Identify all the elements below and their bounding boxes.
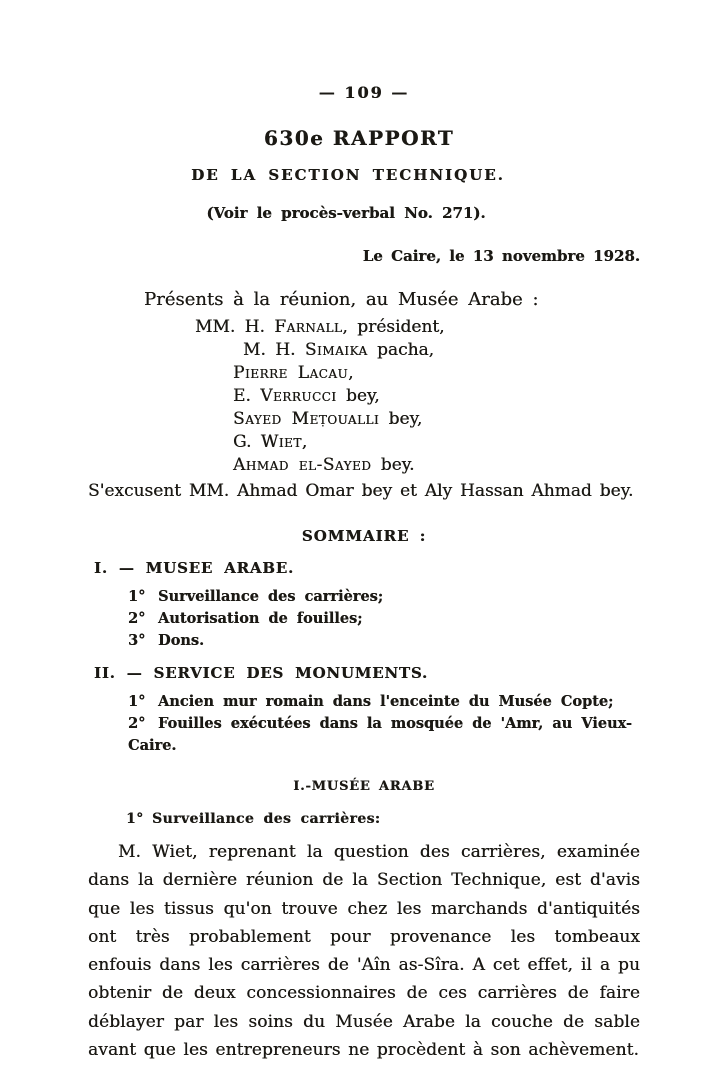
attendee-post: , président, — [342, 317, 445, 337]
attendee-row — [88, 385, 640, 408]
attendees-list — [88, 316, 640, 477]
attendance-intro: Présents à la réunion, au Musée Arabe : — [144, 289, 539, 310]
sommaire-section-2-title: II. — SERVICE DES MONUMENTS. — [94, 664, 428, 682]
attendee-name: Ahmad el-Sayed — [233, 455, 372, 475]
attendee-pre: M. H. — [243, 340, 305, 360]
toc-item-text: Fouilles exécutées dans la mosquée de 'Amr, au Vieux-Caire. — [128, 715, 632, 754]
toc-item — [88, 713, 640, 757]
attendee-name: Wiet — [260, 432, 302, 452]
report-reference: (Voir le procès-verbal No. 271). — [206, 204, 486, 222]
toc-item-text: Ancien mur romain dans l'enceinte du Musée Copte; — [158, 693, 614, 710]
sommaire-heading: SOMMAIRE : — [301, 527, 427, 545]
attendee-post: bey. — [371, 455, 415, 475]
body-paragraph: M. Wiet, reprenant la question des carrières, examinée dans la dernière réunion de la Section Technique, est d'avis que les tissus qu'on trouve chez les marchands d'antiquités ont très probablement pour provenance les tombeaux enfouis dans les carrières de 'Aîn as-Sîra. A cet effet, il a pu obtenir de deux concessionnaires de ces carrières de faire déblayer par les soins du Musée Arabe la couche de sable avant que les entrepreneurs ne procèdent à son achèvement. — [88, 842, 640, 1061]
sommaire-section-2-items — [88, 691, 640, 757]
toc-item-number: 2° — [128, 715, 146, 732]
toc-item-text: Surveillance des carrières; — [158, 588, 384, 605]
attendee-post: , — [301, 432, 308, 452]
attendee-pre: G. — [233, 432, 261, 452]
attendee-row — [88, 454, 640, 477]
toc-item — [88, 608, 640, 630]
attendee-name: Sayed Meṭoualli — [233, 409, 380, 429]
sommaire-section-1-items — [88, 586, 640, 652]
sommaire-section-1-title: I. — MUSEE ARABE. — [94, 559, 294, 577]
attendee-row — [88, 316, 640, 339]
toc-item — [88, 691, 640, 713]
page-number: — 109 — — [318, 83, 410, 102]
attendee-row — [88, 431, 640, 454]
toc-item-number: 3° — [128, 632, 146, 649]
attendee-post: bey, — [379, 409, 423, 429]
attendee-post: bey, — [336, 386, 380, 406]
subsection-number: 1° — [126, 811, 144, 827]
report-dateline: Le Caire, le 13 novembre 1928. — [362, 247, 640, 265]
attendee-post: pacha, — [367, 340, 435, 360]
attendee-name: Farnall — [274, 317, 343, 337]
body-section-heading: I.-MUSÉE ARABE — [293, 779, 435, 794]
attendee-post: , — [348, 363, 354, 383]
toc-item-number: 1° — [128, 693, 146, 710]
toc-item — [88, 586, 640, 608]
toc-item-number: 2° — [128, 610, 146, 627]
report-section-subtitle: DE LA SECTION TECHNIQUE. — [191, 166, 505, 184]
attendee-pre: MM. H. — [195, 317, 275, 337]
excused-note: S'excusent MM. Ahmad Omar bey et Aly Hassan Ahmad bey. — [88, 481, 634, 501]
attendee-pre: E. — [233, 386, 261, 406]
attendee-row — [88, 339, 640, 362]
report-title: 630e RAPPORT — [263, 126, 455, 150]
body-subsection-heading — [88, 811, 640, 828]
toc-item-text: Dons. — [158, 632, 204, 649]
attendee-row — [88, 408, 640, 431]
toc-item-number: 1° — [128, 588, 146, 605]
toc-item-text: Autorisation de fouilles; — [158, 610, 363, 627]
attendee-name: Simaika — [304, 340, 368, 360]
subsection-text: Surveillance des carrières: — [152, 811, 381, 827]
text-column — [88, 84, 640, 1064]
attendee-name: Pierre Lacau — [233, 363, 349, 383]
attendee-row — [88, 362, 640, 385]
toc-item — [88, 630, 640, 652]
attendee-name: Verrucci — [260, 386, 337, 406]
